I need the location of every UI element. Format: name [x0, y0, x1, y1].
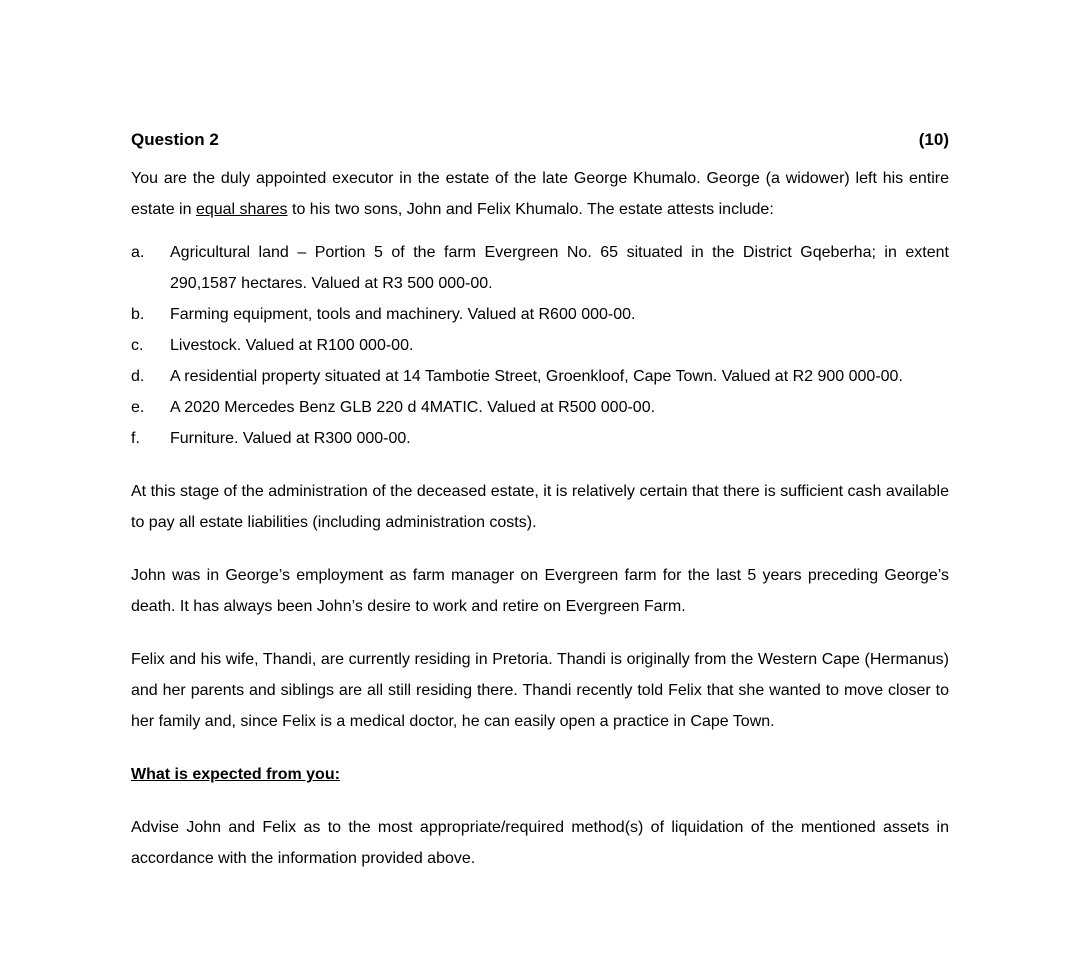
- asset-marker: e.: [131, 399, 145, 416]
- asset-item: [131, 392, 949, 423]
- asset-marker: d.: [131, 368, 145, 385]
- asset-list: [131, 237, 949, 454]
- instruction-paragraph: Advise John and Felix as to the most appropriate/required method(s) of liquidation of the mentioned assets in accordance with the information provided above.: [131, 819, 949, 867]
- asset-marker: c.: [131, 337, 144, 354]
- asset-text: Farming equipment, tools and machinery. Valued at R600 000-00.: [170, 306, 636, 323]
- asset-marker: f.: [131, 430, 140, 447]
- asset-marker: b.: [131, 306, 145, 323]
- question-header: [131, 128, 949, 152]
- expected-heading: What is expected from you:: [131, 766, 340, 783]
- asset-text: A residential property situated at 14 Tambotie Street, Groenkloof, Cape Town. Valued at R2 900 000-00.: [170, 368, 903, 385]
- asset-text: Agricultural land – Portion 5 of the farm Evergreen No. 65 situated in the District Gqeberha; in extent 290,1587 hectares. Valued at R3 500 000-00.: [170, 244, 949, 292]
- cash-paragraph: At this stage of the administration of the deceased estate, it is relatively certain that there is sufficient cash available to pay all estate liabilities (including administration costs).: [131, 483, 949, 531]
- question-marks: (10): [918, 130, 949, 149]
- asset-item: [131, 299, 949, 330]
- john-paragraph: John was in George’s employment as farm manager on Evergreen farm for the last 5 years preceding George’s death. It has always been John’s desire to work and retire on Evergreen Farm.: [131, 567, 949, 615]
- asset-item: [131, 237, 949, 299]
- question-title: Question 2: [131, 130, 219, 149]
- asset-item: [131, 361, 949, 392]
- intro-text-before: You are the duly appointed executor in the estate of the late George Khumalo. George (a widower) left his entire estate in: [131, 170, 949, 218]
- asset-text: Livestock. Valued at R100 000-00.: [170, 337, 414, 354]
- intro-paragraph: [131, 163, 949, 225]
- intro-text-after: to his two sons, John and Felix Khumalo. The estate attests include:: [287, 201, 774, 218]
- asset-marker: a.: [131, 244, 145, 261]
- intro-underlined-text: equal shares: [195, 201, 288, 218]
- asset-item: [131, 330, 949, 361]
- asset-item: [131, 423, 949, 454]
- felix-paragraph: Felix and his wife, Thandi, are currently residing in Pretoria. Thandi is originally from the Western Cape (Hermanus) and her parents and siblings are all still residing there. Thandi recently told Felix that she wanted to move closer to her family and, since Felix is a medical doctor, he can easily open a practice in Cape Town.: [131, 651, 949, 730]
- question-document: [131, 128, 949, 874]
- asset-text: A 2020 Mercedes Benz GLB 220 d 4MATIC. Valued at R500 000-00.: [170, 399, 656, 416]
- asset-text: Furniture. Valued at R300 000-00.: [170, 430, 411, 447]
